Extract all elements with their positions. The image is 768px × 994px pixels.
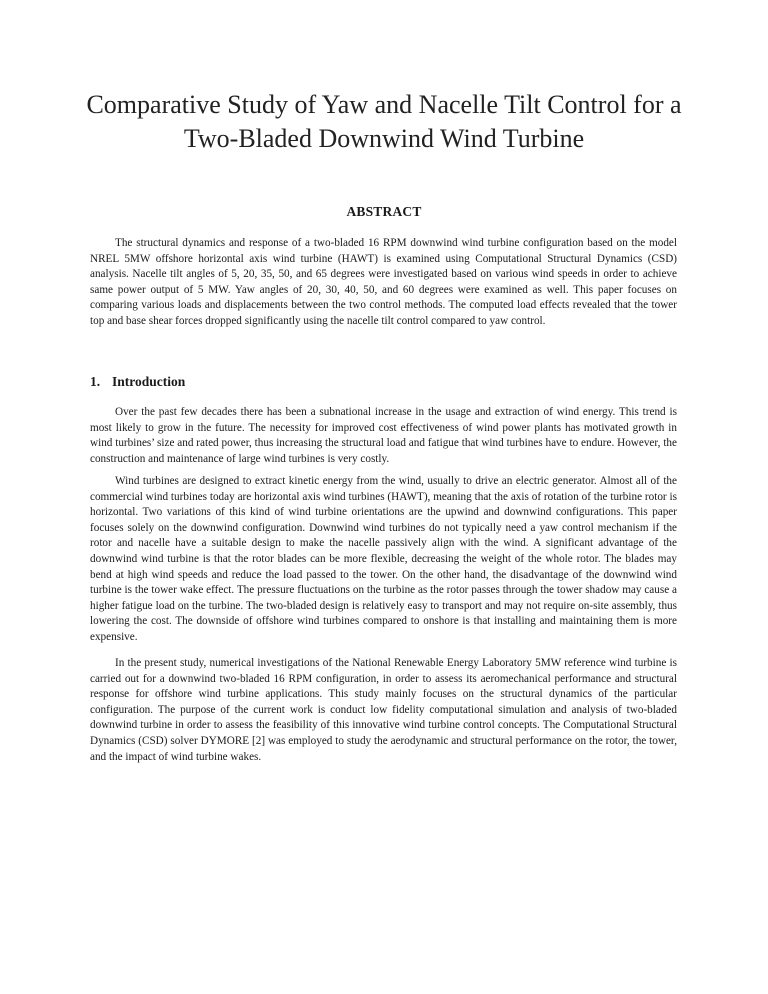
paper-title-line-2: Two-Bladed Downwind Wind Turbine	[183, 124, 585, 153]
intro-paragraph-3: In the present study, numerical investigations of the National Renewable Energy Laboratory 5MW reference wind turbine is carried out for a downwind two-bladed 16 RPM configuration, in order to assess its aeromechanical performance and structural response for offshore wind turbine applications. This study mainly focuses on the structural dynamics of the particular configuration. The purpose of the current work is conduct low fidelity computational simulation and analysis of two-bladed downwind turbine in order to assess the feasibility of this innovative wind turbine control concepts. The Computational Structural Dynamics (CSD) solver DYMORE [2] was employed to study the aerodynamic and structural performance on the rotor, the tower, and the impact of wind turbine wakes.	[90, 657, 677, 763]
section-title: Introduction	[112, 374, 186, 389]
paper-title-line-1: Comparative Study of Yaw and Nacelle Tilt Control for a	[86, 90, 682, 119]
abstract-text: The structural dynamics and response of a two-bladed 16 RPM downwind wind turbine configuration based on the model NREL 5MW offshore horizontal axis wind turbine (HAWT) is examined using Computational Structural Dynamics (CSD) analysis. Nacelle tilt angles of 5, 20, 35, 50, and 65 degrees were investigated based on various wind speeds in order to achieve same power output of 5 MW. Yaw angles of 20, 30, 40, 50, and 60 degrees were examined as well. This paper focuses on comparing various loads and displacements between the two control methods. The computed load effects revealed that the tower top and base shear forces dropped significantly using the nacelle tilt control compared to yaw control.	[90, 237, 677, 327]
intro-paragraph-2: Wind turbines are designed to extract kinetic energy from the wind, usually to drive an electric generator. Almost all of the commercial wind turbines today are horizontal axis wind turbines (HAWT), meaning that the axis of rotation of the turbine rotor is horizontal. Two variations of this kind of wind turbine orientations are the upwind and downwind configurations. This paper focuses solely on the downwind configuration. Downwind wind turbines do not typically need a yaw control mechanism if the rotor and nacelle have a suitable design to make the nacelle passively align with the wind. A significant advantage of the downwind wind turbine is that the rotor blades can be more flexible, decreasing the weight of the whole rotor. The blades may bend at high wind speeds and reduce the load passed to the tower. On the other hand, the disadvantage of the downwind wind turbine is the tower wake effect. The pressure fluctuations on the turbine as the rotor passes through the tower shadow may cause a higher fatigue load on the turbine. The two-bladed design is relatively easy to transport and may not require on-site assembly, thus lowering the cost. The downside of offshore wind turbines compared to onshore is that installing and maintaining them is more expensive.	[90, 475, 677, 643]
intro-paragraph-1: Over the past few decades there has been a subnational increase in the usage and extraction of wind energy. This trend is most likely to grow in the future. The necessity for improved cost effectiveness of wind power plants has motivated growth in wind turbines’ size and rated power, thus increasing the structural load and fatigue that wind turbines have to endure. However, the construction and maintenance of large wind turbines is very costly.	[90, 406, 677, 465]
abstract-heading: ABSTRACT	[346, 204, 422, 219]
paper-title	[60, 88, 708, 156]
section-number: 1.	[90, 374, 101, 389]
section-heading-introduction	[90, 374, 185, 390]
